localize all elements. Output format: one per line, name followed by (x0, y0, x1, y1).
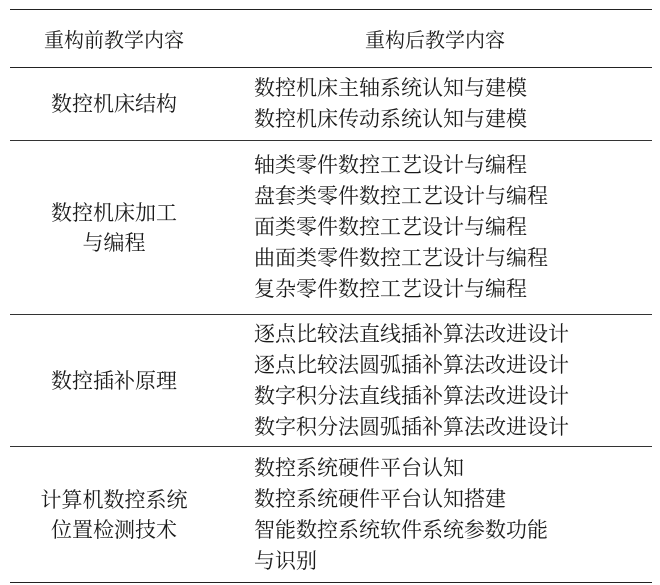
table-header (10, 10, 652, 68)
header-before: 重构前教学内容 (10, 10, 218, 68)
content-reconstruction-table (10, 9, 652, 583)
after-line: 逐点比较法圆弧插补算法改进设计 (254, 352, 569, 377)
after-cell (218, 447, 652, 583)
before-cell (10, 447, 218, 583)
table-row (10, 447, 652, 583)
before-line: 位置检测技术 (51, 517, 177, 542)
before-cell (10, 68, 218, 141)
table-body (10, 68, 652, 583)
table-row (10, 315, 652, 447)
after-cell (218, 141, 652, 315)
after-line: 盘套类零件数控工艺设计与编程 (254, 184, 548, 208)
header-row (10, 10, 652, 68)
after-line: 数字积分法直线插补算法改进设计 (254, 383, 569, 408)
before-cell (10, 141, 218, 315)
after-line: 面类零件数控工艺设计与编程 (254, 215, 527, 239)
after-line: 复杂零件数控工艺设计与编程 (254, 277, 527, 301)
after-line: 数控机床主轴系统认知与建模 (254, 76, 527, 100)
after-line: 轴类零件数控工艺设计与编程 (254, 153, 527, 177)
after-line: 数字积分法圆弧插补算法改进设计 (254, 414, 569, 439)
before-line: 计算机数控系统 (40, 487, 188, 512)
before-line: 与编程 (82, 230, 146, 255)
before-cell (10, 315, 218, 447)
after-cell (218, 315, 652, 447)
after-line: 数控系统硬件平台认知搭建 (254, 486, 506, 511)
after-line: 数控系统硬件平台认知 (254, 455, 464, 480)
after-line: 与识别 (254, 548, 317, 573)
after-cell (218, 68, 652, 141)
header-after: 重构后教学内容 (218, 10, 652, 68)
table-row (10, 68, 652, 141)
after-line: 逐点比较法直线插补算法改进设计 (254, 321, 569, 346)
after-line: 数控机床传动系统认知与建模 (254, 107, 527, 131)
before-line: 数控机床加工 (51, 200, 177, 225)
before-line: 数控插补原理 (51, 368, 177, 393)
table-row (10, 141, 652, 315)
after-line: 智能数控系统软件系统参数功能 (254, 517, 548, 542)
before-line: 数控机床结构 (51, 92, 177, 116)
after-line: 曲面类零件数控工艺设计与编程 (254, 246, 548, 270)
